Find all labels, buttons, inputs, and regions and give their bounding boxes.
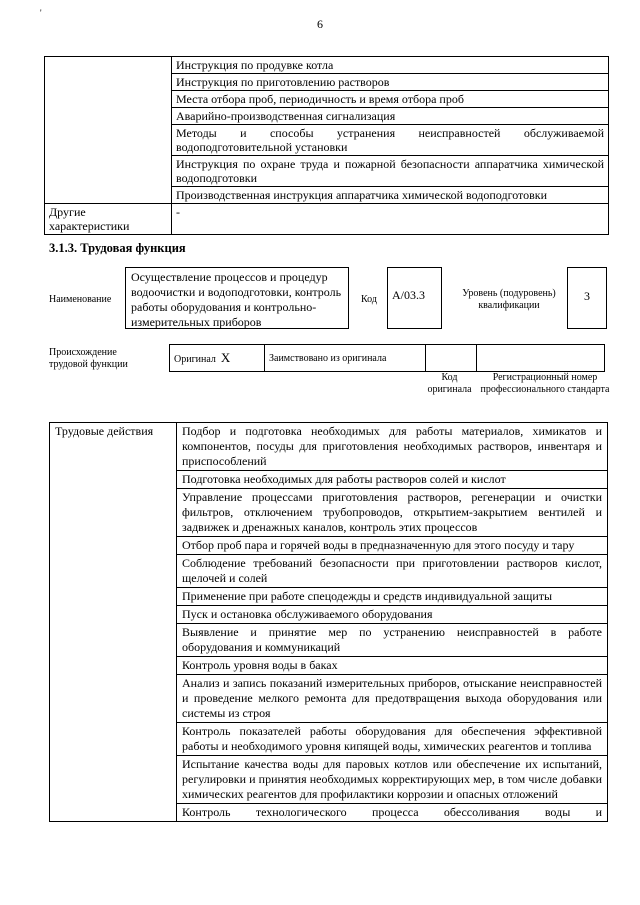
table-cell: Подбор и подготовка необходимых для работы материалов, химикатов и компонентов, посуды для приготовления необходимых растворов, инвентаря и приспособлений [177,423,608,471]
table-cell: Инструкция по приготовлению растворов [172,74,609,91]
other-characteristics-value: - [172,204,609,235]
table-cell: Пуск и остановка обслуживаемого оборудования [177,606,608,624]
instructions-table [44,56,609,235]
section-title: 3.1.3. Трудовая функция [49,241,186,255]
empty-label-cell [45,57,172,204]
page-number: 6 [317,17,323,31]
table-cell: Места отбора проб, периодичность и время отбора проб [172,91,609,108]
borrowed-cell: Заимствовано из оригинала [265,345,426,372]
table-cell: Применение при работе спецодежды и средств индивидуальной защиты [177,588,608,606]
table-row [50,423,608,471]
registration-caption: Регистрационный номер профессионального стандарта [480,372,610,395]
origin-label: Происхождение трудовой функции [49,347,128,370]
table-cell: Управление процессами приготовления растворов, регенерации и очистки фильтров, отключением трубопроводов, открытием-закрытием вентилей и задвижек и дренажных каналов, контроль этих процессов [177,489,608,537]
origin-code-caption: Код оригинала [427,372,472,395]
table-row [45,57,609,74]
registration-number-cell [477,345,605,372]
table-cell: Подготовка необходимых для работы растворов солей и кислот [177,471,608,489]
table-cell: Анализ и запись показаний измерительных приборов, отыскание неисправностей и проведение мелкого ремонта для предотвращения выхода оборудования или системы из строя [177,675,608,723]
table-cell: Инструкция по продувке котла [172,57,609,74]
origin-code-cell [426,345,477,372]
labor-actions-label: Трудовые действия [50,423,177,822]
table-cell: Контроль показателей работы оборудования для обеспечения эффективной работы и необходимого уровня кипящей воды, химических реагентов и топлива [177,723,608,756]
code-label: Код [361,294,377,305]
table-cell: Контроль технологического процесса обессоливания воды и [177,804,608,822]
level-box: 3 [567,267,607,329]
table-cell: Производственная инструкция аппаратчика химической водоподготовки [172,187,609,204]
table-cell: Отбор проб пара и горячей воды в предназначенную для этого посуду и тару [177,537,608,555]
level-label: Уровень (подуровень) квалификации [462,288,556,311]
original-mark: X [220,350,231,365]
function-code-box: A/03.3 [387,267,442,329]
table-row [45,204,609,235]
labor-actions-table [49,422,608,822]
name-label: Наименование [49,294,112,305]
table-cell: Методы и способы устранения неисправностей обслуживаемой водоподготовительной установки [172,125,609,156]
origin-table [169,344,605,372]
table-cell: Аварийно-производственная сигнализация [172,108,609,125]
table-cell: Контроль уровня воды в баках [177,657,608,675]
table-cell: Инструкция по охране труда и пожарной безопасности аппаратчика химической водоподготовки [172,156,609,187]
corner-mark: ' [40,8,42,18]
function-name-box: Осуществление процессов и процедур водоочистки и водоподготовки, контроль работы оборудования и контрольно-измерительных приборов [125,267,349,329]
table-cell: Выявление и принятие мер по устранению неисправностей в работе оборудования и коммуникаций [177,624,608,657]
table-cell: Испытание качества воды для паровых котлов или обеспечение их испытаний, регулировки и принятия необходимых корректирующих мер, в том числе добавки химических реагентов для профилактики коррозии и опасных отложений [177,756,608,804]
other-characteristics-label: Другие характеристики [45,204,172,235]
original-cell [170,345,265,372]
table-row [170,345,605,372]
table-cell: Соблюдение требований безопасности при приготовлении растворов кислот, щелочей и солей [177,555,608,588]
original-label: Оригинал [174,354,216,365]
